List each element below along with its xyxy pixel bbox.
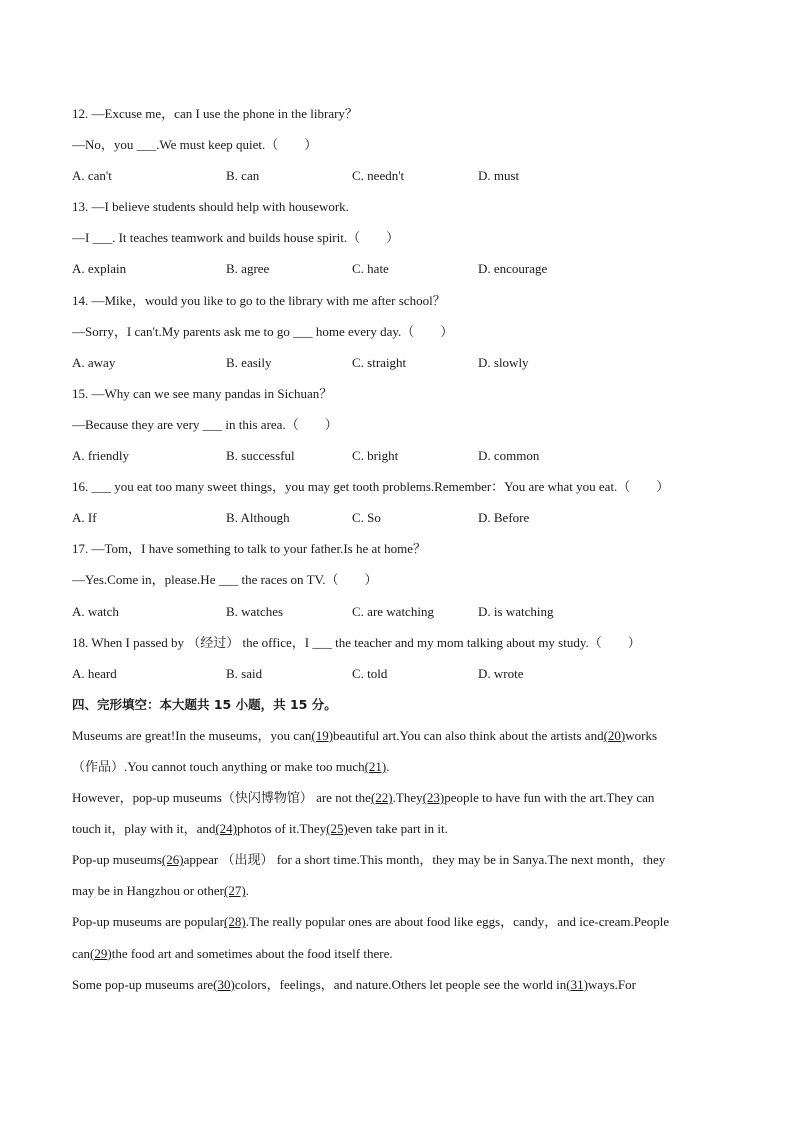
question-18-text: 18. When I passed by （经过） the office，I ___ the teacher and my mom talking about my study.（ ） xyxy=(72,634,641,650)
passage-line-8 xyxy=(72,938,732,969)
option-d: D. common xyxy=(478,448,540,464)
passage-text: the food art and sometimes about the food itself there. xyxy=(111,945,393,961)
passage-text: even take part in it. xyxy=(347,821,448,837)
option-d: D. slowly xyxy=(478,354,529,370)
passage-text: Some pop-up museums are xyxy=(72,976,214,992)
option-b: B. easily xyxy=(226,354,272,370)
blank-20: (20) xyxy=(603,727,626,743)
option-d: D. encourage xyxy=(478,261,548,277)
option-a: A. friendly xyxy=(72,448,130,464)
option-b: B. agree xyxy=(226,261,270,277)
option-c: C. are watching xyxy=(352,603,434,619)
passage-line-6 xyxy=(72,875,732,906)
passage-text: may be in Hangzhou or other xyxy=(72,883,224,899)
option-c: C. So xyxy=(352,510,381,526)
question-15-options xyxy=(72,440,732,471)
passage-text: beautiful art.You can also think about the artists and xyxy=(333,727,604,743)
blank-21: (21) xyxy=(364,758,387,774)
option-a: A. watch xyxy=(72,603,119,619)
passage-text: （作品）.You cannot touch anything or make too much xyxy=(72,758,365,774)
blank-29: (29) xyxy=(90,945,112,961)
passage-line-1 xyxy=(72,720,732,751)
option-b: B. watches xyxy=(226,603,284,619)
option-a: A. can't xyxy=(72,168,112,184)
question-14-text: 14. —Mike，would you like to go to the library with me after school？ xyxy=(72,292,446,308)
passage-text: appear （出现） for a short time.This month，they may be in Sanya.The next month，they xyxy=(183,852,666,868)
passage-text: ways.For xyxy=(587,976,636,992)
passage-line-5 xyxy=(72,844,732,875)
passage-text: . xyxy=(245,883,249,899)
question-15-text: 15. —Why can we see many pandas in Sichuan？ xyxy=(72,385,333,401)
passage-line-7 xyxy=(72,906,732,937)
passage-text: Pop-up museums xyxy=(72,852,162,868)
passage-text: . xyxy=(386,758,390,774)
passage-text: Pop-up museums are popular xyxy=(72,914,225,930)
blank-23: (23) xyxy=(422,790,445,806)
question-16-options xyxy=(72,502,732,533)
section-heading-cloze: 四、完形填空：本大题共 15 小题，共 15 分。 xyxy=(72,696,337,712)
option-c: C. straight xyxy=(352,354,407,370)
question-13-answer-line: —I ___. It teaches teamwork and builds house spirit.（ ） xyxy=(72,230,400,246)
option-d: D. Before xyxy=(478,510,530,526)
passage-text: photos of it.They xyxy=(237,821,327,837)
passage-text: .They xyxy=(392,790,423,806)
blank-25: (25) xyxy=(326,821,348,837)
option-c: C. needn't xyxy=(352,168,405,184)
question-15-answer-line: —Because they are very ___ in this area.（ ） xyxy=(72,416,338,432)
question-13-text: 13. —I believe students should help with housework. xyxy=(72,199,349,215)
option-b: B. can xyxy=(226,168,260,184)
question-17-options xyxy=(72,596,732,627)
blank-27: (27) xyxy=(223,883,246,899)
option-b: B. said xyxy=(226,665,263,681)
blank-30: (30) xyxy=(213,976,235,992)
passage-line-9 xyxy=(72,969,732,1000)
question-12-answer-line: —No，you ___.We must keep quiet.（ ） xyxy=(72,137,318,153)
passage-text: However，pop-up museums（快闪博物馆） are not the xyxy=(72,790,371,806)
option-a: A. explain xyxy=(72,261,127,277)
question-17-text: 17. —Tom，I have something to talk to your father.Is he at home？ xyxy=(72,541,426,557)
blank-26: (26) xyxy=(161,852,184,868)
option-d: D. must xyxy=(478,168,520,184)
option-d: D. wrote xyxy=(478,665,524,681)
question-18-options xyxy=(72,658,732,689)
question-17-answer-line: —Yes.Come in，please.He ___ the races on TV.（ ） xyxy=(72,572,378,588)
blank-19: (19) xyxy=(311,727,334,743)
option-c: C. hate xyxy=(352,261,389,277)
passage-line-2 xyxy=(72,751,732,782)
question-12-options xyxy=(72,160,732,191)
option-a: A. If xyxy=(72,510,97,526)
option-a: A. away xyxy=(72,354,116,370)
question-14-answer-line: —Sorry，I can't.My parents ask me to go ___ home every day.（ ） xyxy=(72,323,454,339)
option-a: A. heard xyxy=(72,665,117,681)
option-c: C. told xyxy=(352,665,388,681)
passage-text: people to have fun with the art.They can xyxy=(444,790,655,806)
question-14-options xyxy=(72,347,732,378)
passage-text: can xyxy=(72,945,91,961)
question-12-text: 12. —Excuse me，can I use the phone in the library？ xyxy=(72,106,358,121)
question-13-options xyxy=(72,253,732,284)
passage-text: works xyxy=(625,727,658,743)
passage-text: .The really popular ones are about food like eggs，candy，and ice-cream.People xyxy=(245,914,670,930)
option-c: C. bright xyxy=(352,448,399,464)
option-b: B. Although xyxy=(226,510,290,526)
option-b: B. successful xyxy=(226,448,295,464)
blank-24: (24) xyxy=(215,821,238,837)
passage-text: colors，feelings，and nature.Others let people see the world in xyxy=(234,976,567,992)
passage-text: Museums are great!In the museums，you can xyxy=(72,727,312,743)
blank-31: (31) xyxy=(566,976,588,992)
passage-text: touch it，play with it，and xyxy=(72,821,216,837)
blank-22: (22) xyxy=(370,790,393,806)
worksheet-page xyxy=(72,98,732,1000)
passage-line-4 xyxy=(72,813,732,844)
passage-line-3 xyxy=(72,782,732,813)
question-16-text: 16. ___ you eat too many sweet things，you may get tooth problems.Remember：You are what you eat.（ ） xyxy=(72,479,670,495)
option-d: D. is watching xyxy=(478,603,554,619)
blank-28: (28) xyxy=(224,914,246,930)
